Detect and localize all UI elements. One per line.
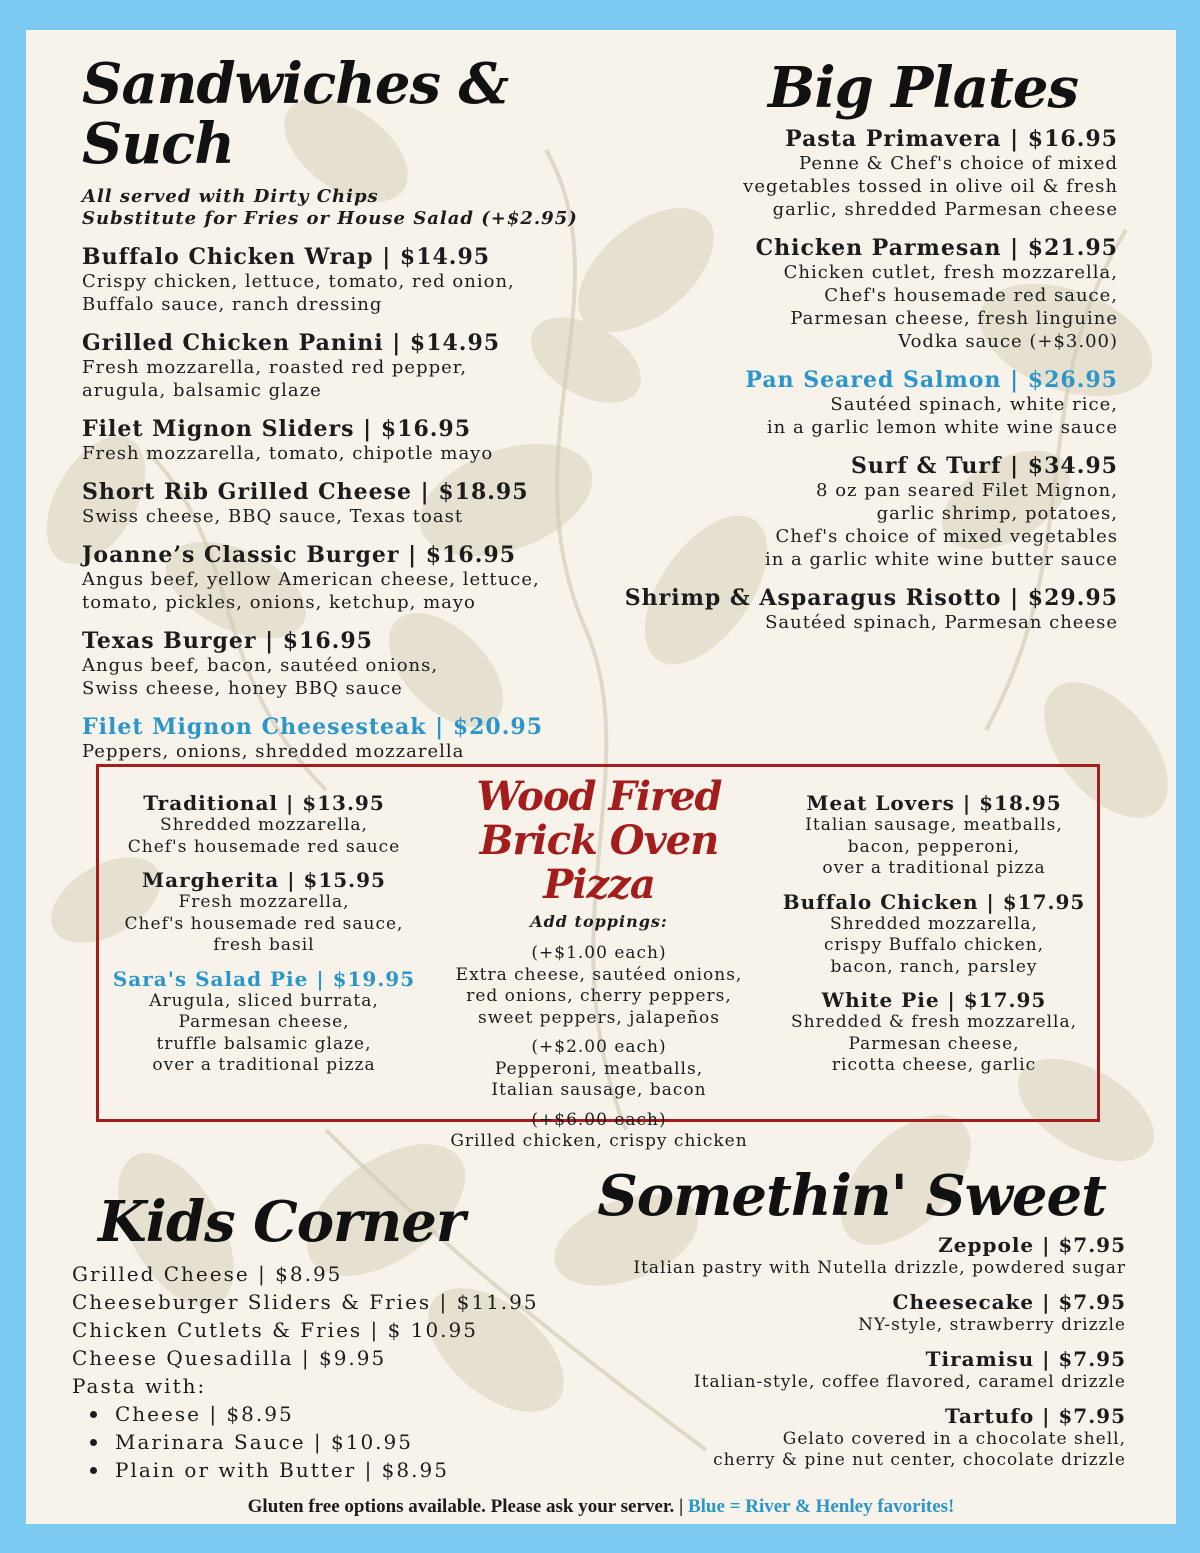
item-desc: vegetables tossed in olive oil & fresh — [743, 176, 1118, 197]
item-name: Shrimp & Asparagus Risotto | $29.95 — [624, 585, 1118, 611]
item-name: Tartufo | $7.95 — [944, 1404, 1126, 1428]
item-name: Joanne’s Classic Burger | $16.95 — [82, 542, 517, 568]
item-desc: truffle balsamic glaze, — [156, 1033, 372, 1054]
item-desc: over a traditional pizza — [822, 858, 1046, 878]
menu-item-favorite — [586, 367, 1118, 439]
item-desc: Sautéed spinach, Parmesan cheese — [765, 612, 1118, 633]
menu-item-favorite — [82, 714, 602, 763]
item-desc: Vodka sauce (+$3.00) — [898, 331, 1118, 352]
pizza-item — [99, 868, 429, 957]
item-desc: in a garlic lemon white wine sauce — [766, 417, 1118, 438]
pizza-item — [769, 791, 1099, 880]
item-desc: garlic shrimp, potatoes, — [876, 503, 1118, 524]
sweet-section — [586, 1163, 1126, 1481]
pizza-section — [96, 764, 1100, 1151]
item-desc: cherry & pine nut center, chocolate drizzle — [713, 1450, 1126, 1470]
topping-list: sweet peppers, jalapeños — [478, 1007, 720, 1028]
menu-item — [586, 1232, 1126, 1279]
menu-item — [586, 1403, 1126, 1471]
kids-title: Kids Corner — [98, 1189, 465, 1255]
menu-item — [82, 244, 602, 316]
item-desc: garlic, shredded Parmesan cheese — [772, 199, 1118, 220]
item-desc: tomato, pickles, onions, ketchup, mayo — [82, 592, 476, 613]
topping-price: (+$6.00 each) — [531, 1109, 667, 1130]
pizza-right-column — [769, 791, 1099, 1087]
footer-note — [26, 1496, 1176, 1518]
item-desc: 8 oz pan seared Filet Mignon, — [816, 480, 1118, 501]
item-desc: over a traditional pizza — [152, 1055, 376, 1075]
item-desc: bacon, ranch, parsley — [830, 956, 1038, 977]
item-desc: Angus beef, yellow American cheese, lettuce, — [82, 569, 540, 590]
kids-pasta-option — [72, 1428, 592, 1456]
sandwiches-note-chips: All served with Dirty Chips — [82, 186, 379, 207]
kids-section — [72, 1189, 592, 1484]
item-name: Grilled Chicken Panini | $14.95 — [82, 330, 501, 356]
item-desc: Fresh mozzarella, tomato, chipotle mayo — [82, 443, 494, 464]
item-name: Traditional | $13.95 — [143, 791, 385, 815]
item-name: Cheesecake | $7.95 — [892, 1290, 1126, 1314]
item-name: Filet Mignon Sliders | $16.95 — [82, 416, 472, 442]
item-name: Pasta Primavera | $16.95 — [785, 126, 1118, 152]
item-name: Buffalo Chicken Wrap | $14.95 — [82, 244, 491, 270]
topping-list: Italian sausage, bacon — [491, 1080, 707, 1100]
item-name: Short Rib Grilled Cheese | $18.95 — [82, 479, 529, 505]
pizza-item — [769, 988, 1099, 1077]
item-desc: Arugula, sliced burrata, — [149, 990, 379, 1011]
menu-sheet — [26, 30, 1176, 1524]
item-desc: Gelato covered in a chocolate shell, — [782, 1429, 1126, 1449]
item-desc: Chef's choice of mixed vegetables — [775, 526, 1118, 547]
item-desc: Buffalo sauce, ranch dressing — [82, 294, 383, 315]
item-name: Zeppole | $7.95 — [938, 1233, 1126, 1257]
item-desc: Crispy chicken, lettuce, tomato, red onion, — [82, 271, 515, 292]
toppings-label: Add toppings: — [530, 912, 668, 931]
item-desc: Fresh mozzarella, roasted red pepper, — [82, 357, 468, 378]
item-desc: Chef's housemade red sauce, — [124, 913, 404, 934]
bullet-icon — [90, 1467, 97, 1474]
item-desc: fresh basil — [213, 935, 315, 955]
menu-item — [82, 330, 602, 402]
item-name: Margherita | $15.95 — [142, 868, 386, 892]
kids-item: Grilled Cheese | $8.95 — [72, 1262, 343, 1286]
kids-pasta-option — [72, 1400, 592, 1428]
pizza-center-column — [434, 775, 764, 1153]
footer-favorites-legend: Blue = River & Henley favorites! — [687, 1496, 955, 1517]
item-desc: Chicken cutlet, fresh mozzarella, — [783, 262, 1118, 283]
big-plates-section — [586, 55, 1118, 648]
item-desc: Chef's housemade red sauce, — [824, 285, 1118, 306]
pizza-item-favorite — [99, 967, 429, 1077]
kids-item: Pasta with: — [72, 1374, 207, 1398]
sandwiches-title: Sandwiches & Such — [82, 51, 509, 177]
menu-item — [586, 585, 1118, 634]
pizza-item — [769, 890, 1099, 979]
item-name: Surf & Turf | $34.95 — [850, 453, 1118, 479]
item-desc: Peppers, onions, shredded mozzarella — [82, 741, 465, 762]
menu-item — [82, 628, 602, 700]
item-desc: Swiss cheese, honey BBQ sauce — [82, 678, 403, 699]
topping-tier — [434, 943, 764, 1029]
item-desc: NY-style, strawberry drizzle — [858, 1315, 1126, 1335]
menu-item — [82, 416, 602, 465]
item-name: Sara's Salad Pie | $19.95 — [112, 966, 416, 991]
pizza-title-line1: Wood Fired — [476, 773, 722, 820]
menu-item — [586, 126, 1118, 221]
menu-item — [586, 235, 1118, 353]
item-desc: crispy Buffalo chicken, — [823, 935, 1045, 955]
topping-price: (+$2.00 each) — [531, 1037, 667, 1057]
item-desc: Swiss cheese, BBQ sauce, Texas toast — [82, 506, 464, 527]
big-plates-title: Big Plates — [768, 55, 1078, 121]
item-desc: Angus beef, bacon, sautéed onions, — [82, 655, 439, 676]
pizza-item — [99, 791, 429, 858]
item-desc: ricotta cheese, garlic — [831, 1055, 1037, 1075]
topping-price: (+$1.00 each) — [531, 943, 667, 963]
item-name: Tiramisu | $7.95 — [925, 1347, 1126, 1371]
pizza-left-column — [99, 791, 429, 1087]
kids-item: Chicken Cutlets & Fries | $ 10.95 — [72, 1318, 478, 1342]
item-desc: Penne & Chef's choice of mixed — [799, 153, 1118, 174]
item-name: Chicken Parmesan | $21.95 — [755, 235, 1118, 261]
item-name: Buffalo Chicken | $17.95 — [782, 889, 1086, 914]
topping-list: Grilled chicken, crispy chicken — [450, 1131, 748, 1151]
item-desc: Parmesan cheese, — [178, 1012, 350, 1032]
bullet-icon — [90, 1411, 97, 1418]
item-desc: Italian-style, coffee flavored, caramel drizzle — [693, 1372, 1126, 1392]
item-name: White Pie | $17.95 — [821, 988, 1047, 1012]
item-name: Texas Burger | $16.95 — [82, 628, 373, 654]
footer-gluten-free: Gluten free options available. Please ask your server. | — [247, 1496, 684, 1517]
item-desc: arugula, balsamic glaze — [82, 380, 322, 401]
topping-list: Extra cheese, sautéed onions, — [455, 964, 743, 985]
kids-pasta-label: Cheese | $8.95 — [115, 1402, 294, 1426]
kids-pasta-label: Marinara Sauce | $10.95 — [115, 1430, 413, 1454]
menu-item — [586, 1289, 1126, 1336]
item-desc: Shredded mozzarella, — [830, 913, 1038, 934]
item-desc: Shredded & fresh mozzarella, — [791, 1012, 1077, 1032]
item-desc: in a garlic white wine butter sauce — [764, 549, 1118, 570]
item-desc: Chef's housemade red sauce — [127, 836, 401, 857]
topping-tier — [434, 1037, 764, 1102]
item-name: Meat Lovers | $18.95 — [806, 791, 1062, 815]
item-desc: Parmesan cheese, — [848, 1033, 1020, 1054]
topping-list: red onions, cherry peppers, — [466, 986, 732, 1006]
sandwiches-note-substitute: Substitute for Fries or House Salad (+$2.95) — [82, 208, 578, 229]
item-name: Pan Seared Salmon | $26.95 — [745, 367, 1118, 393]
item-name: Filet Mignon Cheesesteak | $20.95 — [82, 714, 544, 740]
menu-item — [586, 1346, 1126, 1393]
item-desc: Shredded mozzarella, — [160, 815, 368, 835]
item-desc: Fresh mozzarella, — [178, 892, 350, 912]
topping-tier — [434, 1110, 764, 1153]
menu-item — [82, 479, 602, 528]
pizza-title-line2: Brick Oven Pizza — [479, 817, 719, 908]
menu-item — [586, 453, 1118, 571]
item-desc: Sautéed spinach, white rice, — [830, 394, 1118, 415]
kids-pasta-option — [72, 1456, 592, 1484]
kids-item: Cheese Quesadilla | $9.95 — [72, 1346, 387, 1370]
item-desc: Italian pastry with Nutella drizzle, powdered sugar — [633, 1258, 1126, 1278]
kids-item: Cheeseburger Sliders & Fries | $11.95 — [72, 1290, 539, 1314]
menu-item — [82, 542, 602, 614]
sandwiches-section — [82, 51, 602, 777]
item-desc: bacon, pepperoni, — [847, 836, 1021, 857]
bullet-icon — [90, 1439, 97, 1446]
topping-list: Pepperoni, meatballs, — [494, 1058, 704, 1079]
kids-pasta-label: Plain or with Butter | $8.95 — [115, 1458, 449, 1482]
sweet-title: Somethin' Sweet — [597, 1163, 1106, 1229]
item-desc: Parmesan cheese, fresh linguine — [790, 308, 1118, 329]
item-desc: Italian sausage, meatballs, — [805, 815, 1063, 835]
